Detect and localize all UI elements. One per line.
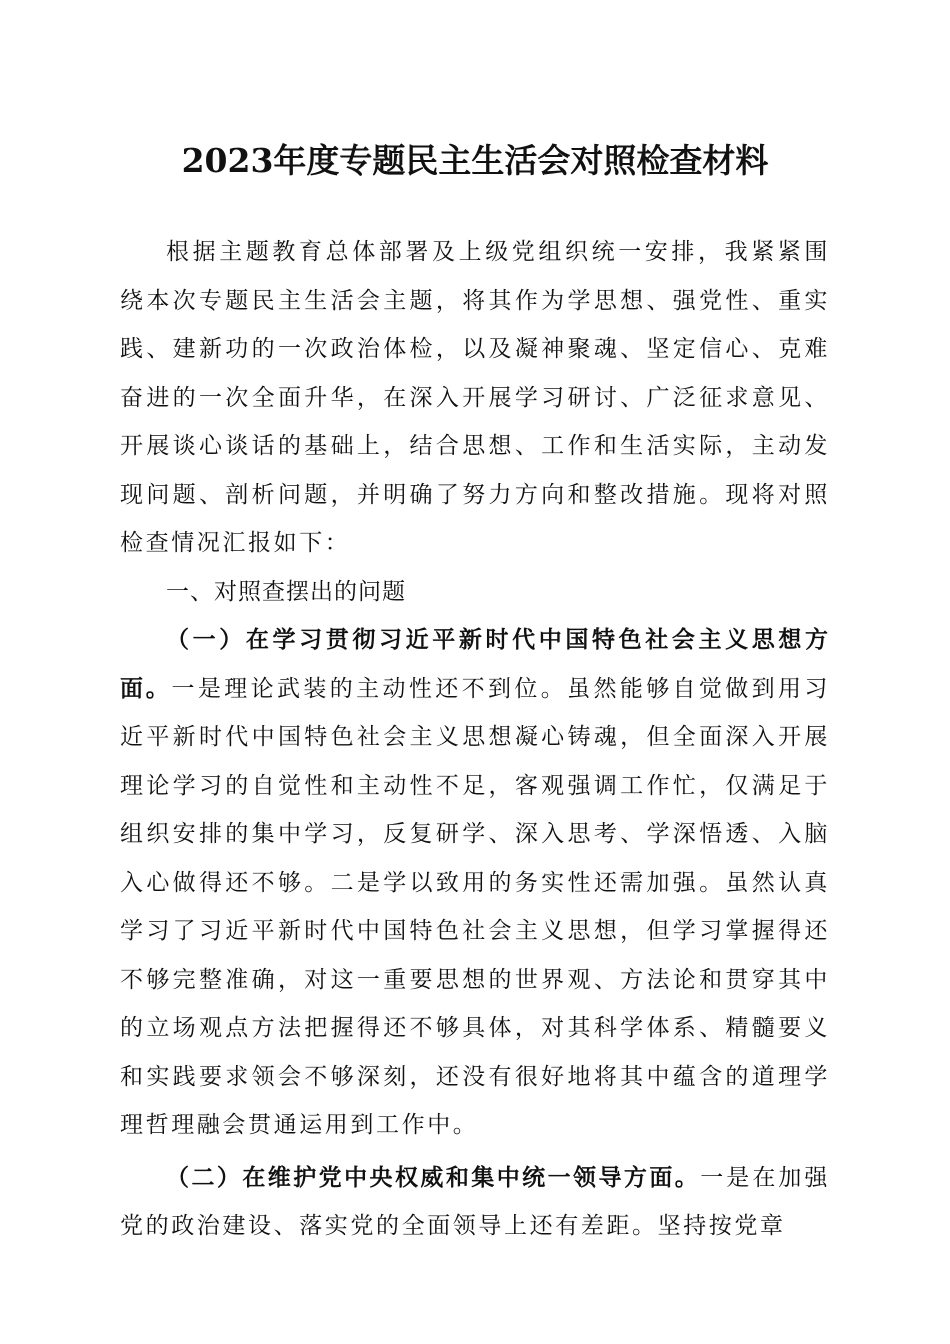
intro-paragraph: 根据主题教育总体部署及上级党组织统一安排，我紧紧围绕本次专题民主生活会主题，将其作为学思想、强党性、重实践、建新功的一次政治体检，以及凝神聚魂、坚定信心、克难奋进的一次全面升华，在深入开展学习研讨、广泛征求意见、开展谈心谈话的基础上，结合思想、工作和生活实际，主动发现问题、剖析问题，并明确了努力方向和整改措施。现将对照检查情况汇报如下：	[120, 239, 830, 556]
subsection-1-heading: （一）在学习贯彻习近平新时代中国特色社会主义思想方面。	[120, 627, 830, 702]
document-title: 2023年度专题民主生活会对照检查材料	[181, 141, 769, 180]
section-heading-1: 一、对照查摆出的问题	[166, 578, 406, 605]
subsection-2-heading: （二）在维护党中央权威和集中统一领导方面。	[166, 1164, 701, 1191]
document-body	[120, 228, 830, 1251]
subsection-1-paragraph	[120, 616, 830, 1150]
subsection-2-paragraph	[120, 1154, 830, 1251]
subsection-1-body: 一是理论武装的主动性还不到位。虽然能够自觉做到用习近平新时代中国特色社会主义思想凝心铸魂，但全面深入开展理论学习的自觉性和主动性不足，客观强调工作忙，仅满足于组织安排的集中学习，反复研学、深入思考、学深悟透、入脑入心做得还不够。二是学以致用的务实性还需加强。虽然认真学习了习近平新时代中国特色社会主义思想，但学习掌握得还不够完整准确，对这一重要思想的世界观、方法论和贯穿其中的立场观点方法把握得还不够具体，对其科学体系、精髓要义和实践要求领会不够深刻，还没有很好地将其中蕴含的道理学理哲理融会贯通运用到工作中。	[120, 675, 831, 1138]
subsection-2-body: 一是在加强党的政治建设、落实党的全面领导上还有差距。坚持按党章	[120, 1164, 831, 1239]
